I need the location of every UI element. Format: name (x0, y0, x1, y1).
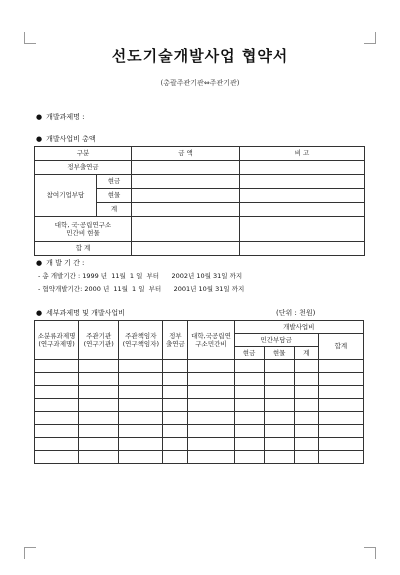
detail-header-subtask-line2: (연구과제명) (38, 340, 75, 348)
detail-cell (234, 373, 264, 386)
detail-cell (79, 412, 119, 425)
detail-cell (234, 412, 264, 425)
detail-cell (318, 412, 363, 425)
budget-cell (240, 217, 365, 242)
detail-header-univ-line1: 대학,국공립연 (191, 331, 231, 340)
detail-cell (35, 438, 79, 451)
detail-cell (264, 412, 294, 425)
detail-cell (188, 451, 234, 464)
crop-mark-bottom-right (363, 547, 376, 559)
bullet-icon: ● (36, 113, 43, 121)
period-section-label: 개 발 기 간 : (46, 259, 85, 267)
detail-cell (119, 360, 163, 373)
detail-header-subtotal: 계 (294, 347, 318, 360)
table-row (35, 399, 364, 412)
crop-mark-top-right (363, 32, 376, 44)
budget-row-gov-label: 정부출연금 (35, 161, 132, 175)
detail-header-gov-line1: 정부 (169, 331, 182, 340)
detail-cell (234, 425, 264, 438)
detail-cell (163, 438, 188, 451)
budget-header-amount: 금 액 (132, 147, 240, 161)
detail-cell (264, 438, 294, 451)
detail-cell (35, 451, 79, 464)
detail-cell (188, 360, 234, 373)
detail-cell (264, 451, 294, 464)
detail-cell (264, 399, 294, 412)
detail-cell (234, 438, 264, 451)
detail-header-total: 합계 (318, 334, 363, 360)
budget-row-company-label: 참여기업부담 (35, 175, 97, 217)
detail-cell (318, 425, 363, 438)
detail-cell (79, 425, 119, 438)
detail-cell (163, 412, 188, 425)
detail-cell (318, 360, 363, 373)
detail-cell (294, 425, 318, 438)
detail-cell (294, 412, 318, 425)
budget-row-total-label: 합 계 (35, 242, 132, 256)
table-row (35, 451, 364, 464)
detail-cell (318, 373, 363, 386)
detail-table-body (35, 360, 364, 464)
budget-cell (132, 217, 240, 242)
budget-row-univ-label (35, 217, 132, 242)
detail-cell (264, 373, 294, 386)
detail-cell (163, 373, 188, 386)
detail-header-cash: 현금 (234, 347, 264, 360)
detail-cell (119, 425, 163, 438)
detail-cell (119, 399, 163, 412)
detail-cell (188, 438, 234, 451)
project-name-section (36, 112, 85, 122)
detail-header-subtask (35, 321, 79, 360)
detail-cell (79, 438, 119, 451)
detail-section-label: 세부과제명 및 개발사업비 (46, 309, 125, 317)
detail-cell (35, 412, 79, 425)
detail-cell (163, 386, 188, 399)
detail-cell (294, 438, 318, 451)
detail-header-gov (163, 321, 188, 360)
detail-header-subtask-line1: 소분류과제명 (37, 331, 76, 340)
detail-cell (294, 373, 318, 386)
budget-row-univ-line2: 민간비 현물 (66, 229, 100, 237)
budget-row-subtotal-label: 계 (97, 203, 132, 217)
detail-cell (79, 399, 119, 412)
detail-cell (264, 386, 294, 399)
detail-header-lead (119, 321, 163, 360)
detail-table (34, 320, 364, 464)
detail-cell (294, 399, 318, 412)
budget-cell (132, 175, 240, 189)
budget-row-inkind-label: 현물 (97, 189, 132, 203)
detail-header-gov-line2: 출연금 (165, 340, 185, 348)
detail-cell (188, 412, 234, 425)
detail-header-inkind: 현물 (264, 347, 294, 360)
detail-cell (119, 438, 163, 451)
budget-row-univ-line1: 대학, 국·공립연구소 (54, 220, 112, 229)
detail-cell (318, 386, 363, 399)
budget-cell (240, 161, 365, 175)
detail-cell (163, 399, 188, 412)
detail-cell (35, 399, 79, 412)
period-section (36, 258, 84, 268)
budget-cell (240, 189, 365, 203)
detail-cell (119, 386, 163, 399)
table-row (35, 412, 364, 425)
budget-cell (240, 242, 365, 256)
detail-cell (264, 360, 294, 373)
detail-header-lead-line1: 주관책임자 (125, 331, 157, 340)
project-name-label: 개발과제명 : (46, 113, 85, 121)
detail-cell (234, 386, 264, 399)
budget-cell (240, 175, 365, 189)
detail-cell (79, 386, 119, 399)
bullet-icon: ● (36, 259, 43, 267)
budget-cell (132, 161, 240, 175)
detail-cell (163, 425, 188, 438)
agreement-period-line: - 협약개발기간: 2000 년 11월 1 일 부터 2001년 10월 31일 까지 (38, 285, 245, 293)
total-period-line: - 총 개발기간 : 1999 년 11월 1 일 부터 2002년 10월 31일 까지 (38, 272, 243, 280)
detail-cell (35, 386, 79, 399)
budget-section-label: 개발사업비 총액 (46, 135, 96, 143)
table-row (35, 425, 364, 438)
budget-table (34, 146, 365, 256)
table-row (35, 373, 364, 386)
detail-cell (79, 451, 119, 464)
budget-section (36, 134, 96, 144)
table-row (35, 386, 364, 399)
budget-cell (132, 189, 240, 203)
detail-cell (234, 451, 264, 464)
budget-header-remark: 비 고 (240, 147, 365, 161)
detail-cell (79, 373, 119, 386)
detail-cell (119, 451, 163, 464)
detail-header-org (79, 321, 119, 360)
budget-cell (132, 242, 240, 256)
detail-cell (119, 373, 163, 386)
detail-cell (35, 373, 79, 386)
table-row (35, 360, 364, 373)
detail-cell (294, 386, 318, 399)
detail-cell (35, 425, 79, 438)
detail-cell (318, 438, 363, 451)
detail-cell (294, 451, 318, 464)
detail-section (36, 308, 366, 318)
detail-cell (163, 451, 188, 464)
detail-cell (318, 451, 363, 464)
bullet-icon: ● (36, 309, 43, 317)
detail-header-private: 민간부담금 (234, 334, 318, 347)
detail-cell (264, 425, 294, 438)
document-title: 선도기술개발사업 협약서 (111, 47, 289, 65)
budget-cell (132, 203, 240, 217)
detail-cell (35, 360, 79, 373)
detail-cell (163, 360, 188, 373)
detail-header-org-line2: (연구기관) (83, 340, 114, 348)
budget-row-cash-label: 현금 (97, 175, 132, 189)
detail-cell (119, 412, 163, 425)
detail-cell (79, 360, 119, 373)
detail-cell (234, 360, 264, 373)
detail-cell (294, 360, 318, 373)
budget-cell (240, 203, 365, 217)
detail-header-budget: 개발사업비 (234, 321, 363, 334)
detail-cell (234, 399, 264, 412)
bullet-icon: ● (36, 135, 43, 143)
detail-header-univ (188, 321, 234, 360)
detail-header-org-line1: 주관기관 (86, 331, 112, 340)
table-row (35, 438, 364, 451)
unit-label: (단위 : 천원) (276, 309, 316, 317)
document-subtitle: (총괄주관기관⇔주관기관) (160, 79, 240, 87)
detail-cell (188, 386, 234, 399)
detail-cell (188, 425, 234, 438)
detail-cell (188, 373, 234, 386)
detail-cell (318, 399, 363, 412)
crop-mark-bottom-left (24, 547, 37, 559)
detail-header-lead-line2: (연구책임자) (122, 340, 160, 348)
detail-cell (188, 399, 234, 412)
detail-header-univ-line2: 구소민간비 (195, 340, 227, 348)
budget-header-category: 구분 (35, 147, 132, 161)
crop-mark-top-left (24, 32, 37, 44)
